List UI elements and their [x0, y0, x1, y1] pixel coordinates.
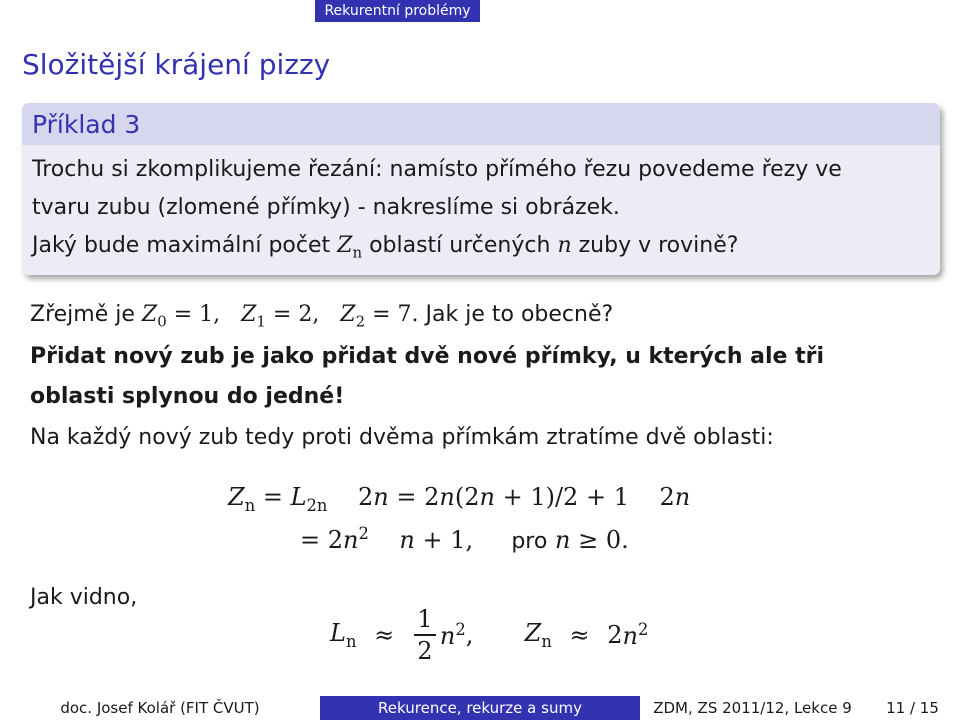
example-line-2: tvaru zubu (zlomené přímky) - nakreslíme si obrázek.	[32, 195, 620, 220]
frame-title: Složitější krájení pizzy	[22, 48, 331, 81]
obvious-question: Jak je to obecně?	[425, 302, 614, 327]
lose-line: Na každý nový zub tedy proti dvěma přímkám ztratíme dvě oblasti:	[30, 425, 774, 450]
header-right	[480, 0, 960, 22]
example-title: Příklad 3	[22, 103, 940, 145]
footer-date: ZDM, ZS 2011/12, Lekce 9	[640, 696, 865, 720]
example-line-3	[32, 227, 930, 271]
footer-page-number: 11 / 15	[865, 696, 960, 720]
example-line-3-c: zuby v rovině?	[578, 233, 739, 258]
fraction-half: $\frac{1}{2}$	[414, 604, 436, 666]
header-left	[0, 0, 315, 22]
example-block	[22, 103, 940, 275]
math-n: n	[557, 233, 572, 258]
bold-line-1: Přidat nový zub je jako přidat dvě nové přímky, u kterých ale tři	[30, 344, 825, 369]
equation-line-1: $Z_n = L_{2n}$ 2n = 2n(2n + 1)/2 + 1 2n	[228, 483, 691, 515]
example-line-1: Trochu si zkomplikujeme řezání: namísto přímého řezu povedeme řezy ve	[32, 157, 842, 182]
example-body	[22, 145, 940, 275]
obvious-line	[30, 295, 613, 341]
pro-label: pro	[511, 529, 548, 554]
footer-title: Rekurence, rekurze a sumy	[320, 696, 640, 720]
footer-bar	[0, 696, 960, 720]
example-line-3-b: oblastí určených	[369, 233, 551, 258]
asymptotic-formula: $L_n$ ≈ $\frac{1}{2}$ $n^2$, $Z_n \approx 2n^2$	[330, 605, 649, 665]
obvious-label: Zřejmě je	[30, 302, 135, 327]
header-section[interactable]: Rekurentní problémy	[315, 0, 480, 22]
example-line-3-a: Jaký bude maximální počet	[32, 233, 331, 258]
seen-label: Jak vidno,	[30, 585, 138, 610]
equation-line-2: = $2n^2$ n + 1, pro n ≥ 0.	[300, 524, 629, 554]
header-bar	[0, 0, 960, 22]
math-zn: $Z_n$	[337, 233, 363, 262]
bold-line-2: oblasti splynou do jedné!	[30, 384, 345, 409]
math-initial-values: $Z_0 = 1$, $Z_1 = 2$, $Z_2 = 7$.	[141, 302, 419, 331]
footer-author: doc. Josef Kolář (FIT ČVUT)	[0, 696, 320, 720]
